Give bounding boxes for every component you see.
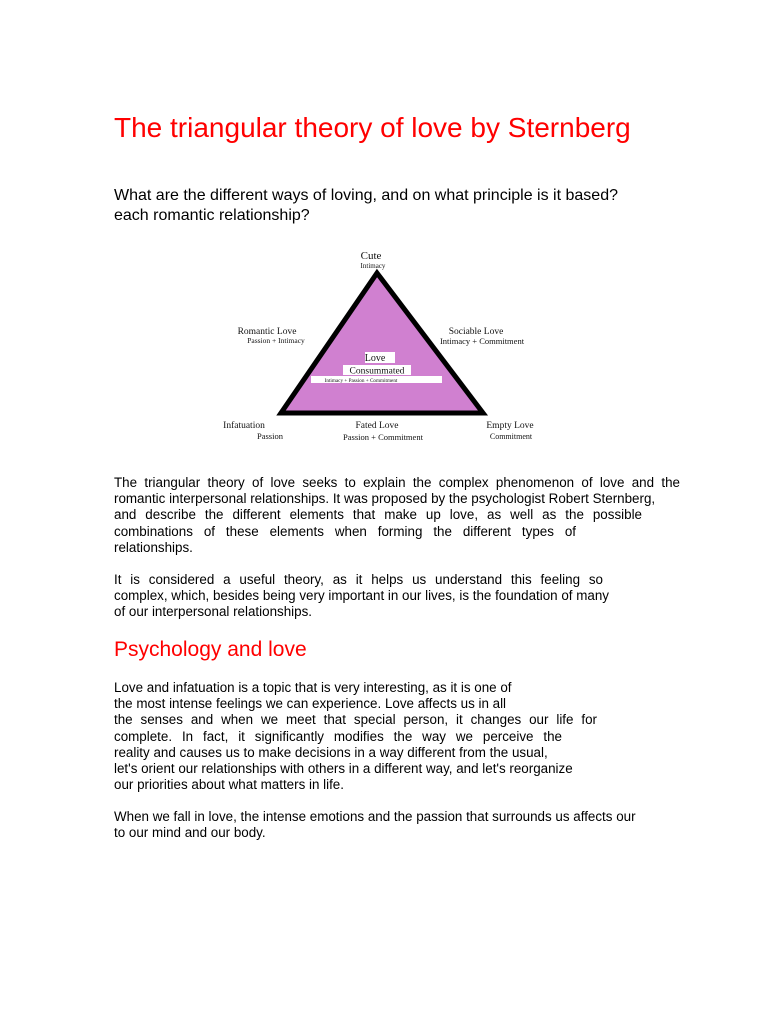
vertex-top-sub: Intimacy (360, 262, 386, 270)
center-line1: Love (364, 353, 386, 364)
subtitle-line: What are the different ways of loving, and on what principle is it based? (114, 187, 618, 204)
paragraph-line: of our interpersonal relationships. (114, 604, 312, 620)
subtitle (114, 186, 674, 226)
vertex-top-label: Cute (360, 250, 382, 262)
paragraph-line: complex, which, besides being very important in our lives, is the foundation of many (114, 588, 609, 604)
left-edge-sub: Passion + Intimacy (247, 336, 305, 345)
right-edge-label: Sociable Love (448, 327, 504, 337)
right-edge-sub: Intimacy + Commitment (439, 336, 525, 346)
paragraph-psychology (114, 680, 680, 793)
vertex-bottom-left-label: Infatuation (223, 421, 265, 431)
center-line2: Consummated (349, 366, 405, 377)
paragraph-line: relationships. (114, 539, 193, 555)
paragraph-fall-in-love (114, 809, 680, 841)
paragraph-useful-theory (114, 572, 680, 621)
paragraph-line: our priorities about what matters in life. (114, 777, 344, 793)
paragraph-line: reality and causes us to make decisions in a way different from the usual, (114, 744, 548, 760)
section-heading: Psychology and love (114, 638, 307, 661)
paragraph-line: complete. In fact, it significantly modifies the way we perceive the (114, 728, 562, 744)
paragraph-line: The triangular theory of love seeks to explain the complex phenomenon of love and the (114, 475, 680, 490)
paragraph-intro (114, 475, 680, 556)
paragraph-line: Love and infatuation is a topic that is very interesting, as it is one of (114, 680, 512, 695)
paragraph-line: the most intense feelings we can experience. Love affects us in all (114, 696, 507, 712)
page-title: The triangular theory of love by Sternberg (114, 112, 631, 143)
paragraph-line: to our mind and our body. (114, 825, 266, 841)
bottom-edge-sub: Passion + Commitment (343, 432, 423, 442)
vertex-bottom-left-sub: Passion (257, 431, 283, 441)
paragraph-line: romantic interpersonal relationships. It was proposed by the psychologist Robert Sternberg, (114, 491, 656, 507)
paragraph-line: combinations of these elements when forming the different types of (114, 523, 576, 539)
paragraph-line: It is considered a useful theory, as it helps us understand this feeling so (114, 572, 603, 587)
left-edge-label: Romantic Love (237, 327, 297, 337)
paragraph-line: and describe the different elements that make up love, as well as the possible (114, 507, 642, 523)
vertex-bottom-right-label: Empty Love (486, 421, 534, 431)
love-triangle-diagram (140, 243, 620, 453)
center-line3: Intimacy + Passion + Commitment (324, 378, 398, 384)
subtitle-line: each romantic relationship? (114, 207, 310, 224)
vertex-bottom-right-sub: Commitment (489, 432, 533, 441)
paragraph-line: When we fall in love, the intense emotions and the passion that surrounds us affects our (114, 809, 636, 824)
bottom-edge-label: Fated Love (355, 421, 399, 431)
paragraph-line: let's orient our relationships with others in a different way, and let's reorganize (114, 761, 573, 777)
paragraph-line: the senses and when we meet that special person, it changes our life for (114, 712, 597, 728)
